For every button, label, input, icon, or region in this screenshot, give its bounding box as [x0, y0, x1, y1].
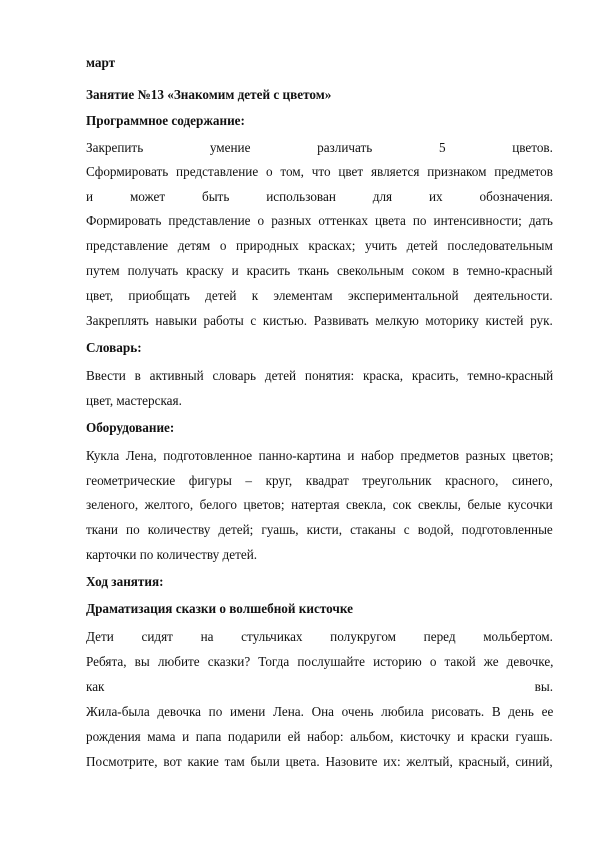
vocabulary-heading: Словарь:	[86, 340, 142, 355]
story-line: Посмотрите, вот какие там были цвета. Назовите их: желтый, красный, синий,	[86, 754, 553, 769]
word: и	[86, 189, 94, 204]
program-line: путем получать краску и красить ткань свекольным соком в темно-красный	[86, 263, 553, 278]
month-label: март	[86, 55, 116, 70]
story-line: рождения мама и папа подарили ей набор: альбом, кисточку и краски гуашь.	[86, 729, 553, 744]
equipment-line: карточки по количеству детей.	[86, 547, 258, 562]
program-line: Закреплять навыки работы с кистью. Развивать мелкую моторику кистей рук.	[86, 313, 553, 328]
word: для	[372, 189, 393, 204]
word: сидят	[141, 629, 173, 644]
word: полукругом	[330, 629, 397, 644]
equipment-line: ткани по количеству детей; гуашь, кисти, стаканы с водой, подготовленные	[86, 522, 553, 537]
program-line: Формировать представление о разных оттенках цвета по интенсивности; дать	[86, 213, 553, 228]
word: перед	[423, 629, 456, 644]
word: может	[129, 189, 166, 204]
program-line: представление детям о природных красках; учить детей последовательным	[86, 238, 553, 253]
word: мольбертом.	[483, 629, 553, 644]
word: обозначения.	[479, 189, 553, 204]
lesson-title: Занятие №13 «Знакомим детей с цветом»	[86, 87, 332, 102]
word: их	[429, 189, 443, 204]
word: Закрепить	[86, 140, 144, 155]
vocabulary-line: Ввести в активный словарь детей понятия: краска, красить, темно-красный	[86, 368, 554, 383]
story-line: Ребята, вы любите сказки? Тогда послушайте историю о такой же девочке,	[86, 654, 554, 669]
vocabulary-line: цвет, мастерская.	[86, 393, 182, 408]
equipment-heading: Оборудование:	[86, 420, 175, 435]
program-line: цвет, приобщать детей к элементам экспериментальной деятельности.	[86, 288, 553, 303]
word: стульчиках	[241, 629, 303, 644]
course-heading: Ход занятия:	[86, 574, 164, 589]
dramatization-heading: Драматизация сказки о волшебной кисточке	[86, 601, 353, 616]
word: различать	[317, 140, 373, 155]
program-heading: Программное содержание:	[86, 113, 245, 128]
word: вы.	[534, 679, 553, 694]
story-line	[86, 679, 553, 695]
word: Дети	[86, 629, 114, 644]
word: как	[86, 679, 105, 694]
word: цветов.	[512, 140, 553, 155]
program-line	[86, 140, 553, 156]
word: умение	[209, 140, 251, 155]
equipment-line: Кукла Лена, подготовленное панно-картина и набор предметов разных цветов;	[86, 448, 554, 463]
word: 5	[438, 140, 446, 155]
program-line	[86, 189, 553, 205]
story-line	[86, 629, 553, 645]
word: использован	[266, 189, 336, 204]
word: на	[200, 629, 214, 644]
equipment-line: геометрические фигуры – круг, квадрат треугольник красного, синего,	[86, 473, 553, 488]
word: быть	[201, 189, 230, 204]
program-line: Сформировать представление о том, что цвет является признаком предметов	[86, 164, 553, 179]
equipment-line: зеленого, желтого, белого цветов; натертая свекла, сок свеклы, белые кусочки	[86, 497, 553, 512]
story-line: Жила-была девочка по имени Лена. Она очень любила рисовать. В день ее	[86, 704, 554, 719]
